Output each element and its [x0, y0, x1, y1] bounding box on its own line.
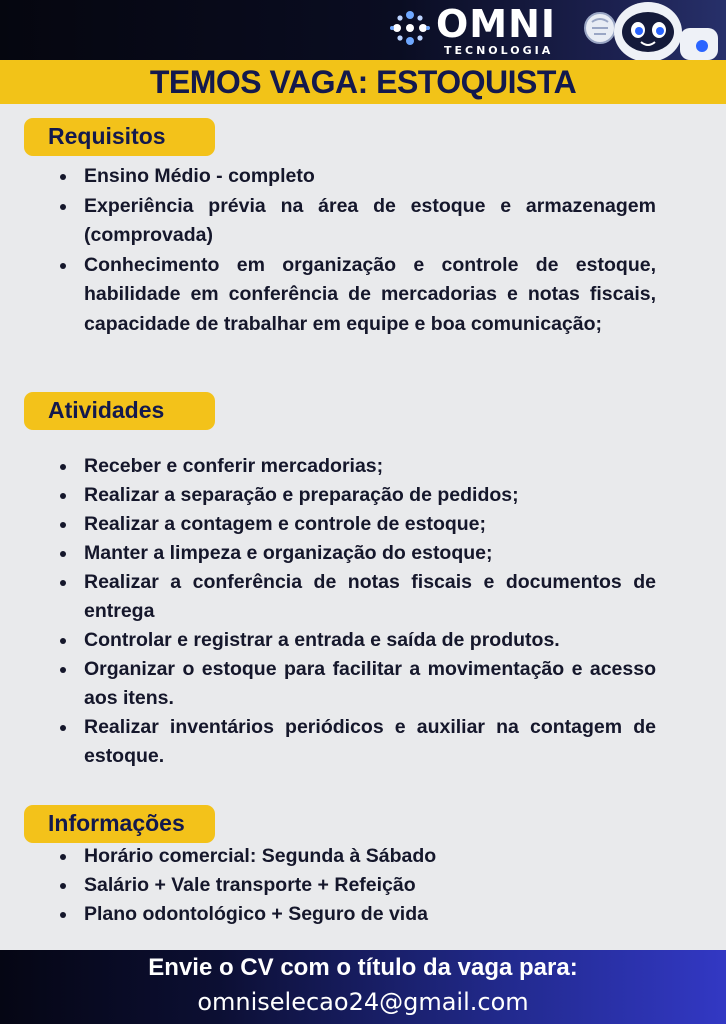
list-item: Experiência prévia na área de estoque e armazenagem (comprovada) [84, 192, 656, 251]
section-heading-atividades [24, 392, 215, 430]
list-item: Realizar a contagem e controle de estoque; [84, 510, 656, 539]
list-item: Realizar a separação e preparação de pedidos; [84, 481, 656, 510]
list-item: Organizar o estoque para facilitar a movimentação e acesso aos itens. [84, 655, 656, 713]
list-item: Receber e conferir mercadorias; [84, 452, 656, 481]
informacoes-list [56, 842, 656, 929]
robot-mascot-icon [580, 2, 720, 60]
brand-subtitle: TECNOLOGIA [444, 44, 554, 57]
omni-logo-mark-icon [388, 6, 432, 50]
title-banner [0, 60, 726, 104]
brand-logo [388, 4, 726, 60]
list-item: Realizar a conferência de notas fiscais e documentos de entrega [84, 568, 656, 626]
header-bar [0, 0, 726, 60]
atividades-list [56, 452, 656, 771]
brand-name: OMNI [436, 2, 557, 46]
list-item: Realizar inventários periódicos e auxiliar na contagem de estoque. [84, 713, 656, 771]
footer-cta: Envie o CV com o título da vaga para: [148, 954, 578, 981]
contact-email[interactable]: omniselecao24@gmail.com [197, 988, 529, 1016]
page-title: TEMOS VAGA: ESTOQUISTA [149, 64, 577, 100]
list-item: Ensino Médio - completo [84, 162, 656, 192]
list-item: Salário + Vale transporte + Refeição [84, 871, 656, 900]
requisitos-list [56, 162, 656, 339]
list-item: Conhecimento em organização e controle de estoque, habilidade em conferência de mercadorias e notas fiscais, capacidade de trabalhar em equipe e boa comunicação; [84, 251, 656, 340]
section-heading-label: Requisitos [48, 123, 166, 149]
list-item: Horário comercial: Segunda à Sábado [84, 842, 656, 871]
list-item: Plano odontológico + Seguro de vida [84, 900, 656, 929]
section-heading-informacoes [24, 805, 215, 843]
section-heading-requisitos [24, 118, 215, 156]
section-heading-label: Informações [48, 810, 185, 836]
list-item: Controlar e registrar a entrada e saída de produtos. [84, 626, 656, 655]
section-heading-label: Atividades [48, 397, 165, 423]
list-item: Manter a limpeza e organização do estoque; [84, 539, 656, 568]
footer-bar [0, 950, 726, 1024]
